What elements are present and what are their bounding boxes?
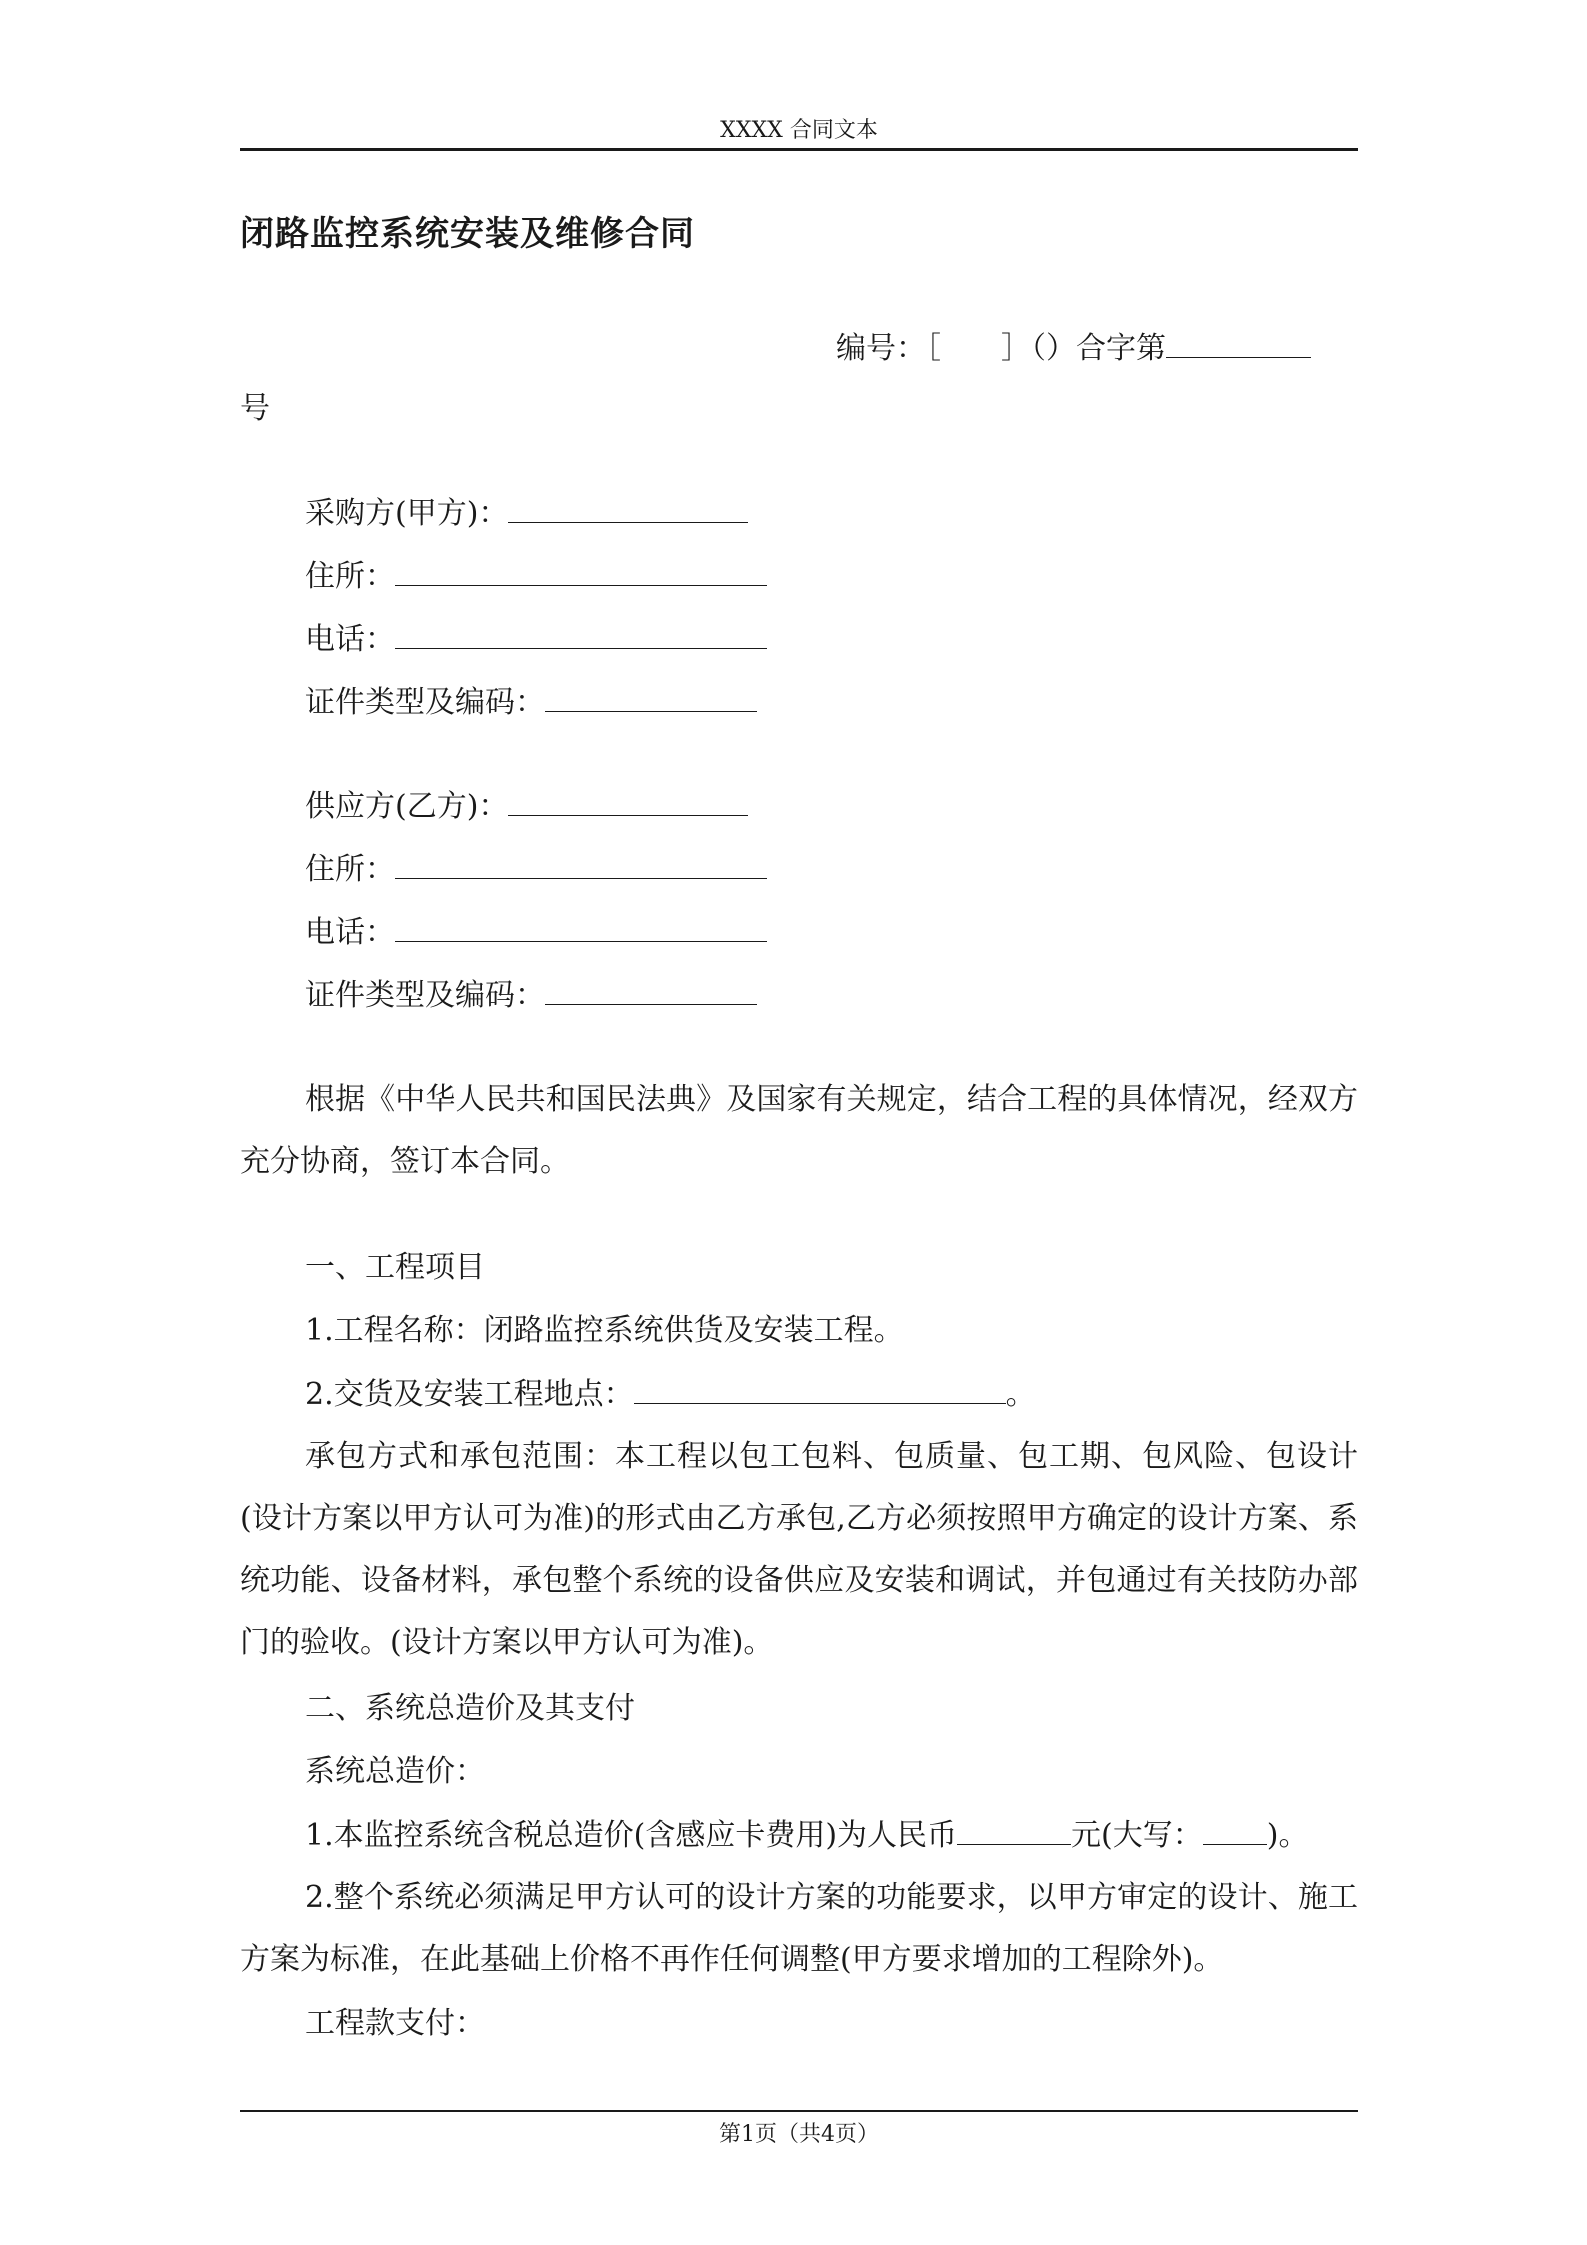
party-a-phone-blank xyxy=(395,608,767,649)
delivery-location-blank xyxy=(634,1363,1006,1404)
section2-item1-text-a: 1.本监控系统含税总造价(含感应卡费用)为人民币 xyxy=(305,1818,958,1853)
party-b-id-label: 证件类型及编码： xyxy=(305,978,545,1013)
party-b-name-blank xyxy=(508,775,748,816)
party-b-address-blank xyxy=(395,838,767,879)
party-b-phone-label: 电话： xyxy=(305,915,395,950)
party-b-name-row xyxy=(305,775,748,838)
party-b-id-blank xyxy=(545,964,757,1005)
section2-heading: 二、系统总造价及其支付 xyxy=(305,1691,635,1726)
page-footer: 第1页（共4页） xyxy=(719,2122,879,2147)
payment-heading: 工程款支付： xyxy=(305,2006,485,2041)
section1-item2-label: 2.交货及安装工程地点： xyxy=(305,1377,634,1412)
scope-paragraph: 承包方式和承包范围：本工程以包工包料、包质量、包工期、包风险、包设计(设计方案以甲方认可为准)的形式由乙方承包,乙方必须按照甲方确定的设计方案、系统功能、设备材料，承包整个系统的设备供应及安装和调试，并包通过有关技防办部门的验收。(设计方案以甲方认可为准)。 xyxy=(240,1439,1358,1660)
party-a-address-label: 住所： xyxy=(305,559,395,594)
contract-number-suffix: 号 xyxy=(240,391,270,426)
price-amount-blank xyxy=(957,1804,1071,1845)
party-a-id-row xyxy=(305,671,757,734)
party-b-phone-row xyxy=(305,901,767,964)
contract-number-blank xyxy=(1166,317,1311,358)
party-a-address-row xyxy=(305,545,767,608)
party-b-phone-blank xyxy=(395,901,767,942)
party-b-address-row xyxy=(305,838,767,901)
party-b-address-label: 住所： xyxy=(305,852,395,887)
contract-number-line xyxy=(836,317,1311,380)
party-a-id-blank xyxy=(545,671,757,712)
party-a-id-label: 证件类型及编码： xyxy=(305,685,545,720)
section2-subheading: 系统总造价： xyxy=(305,1754,485,1789)
party-b-name-label: 供应方(乙方)： xyxy=(305,789,509,824)
section2-item2: 2.整个系统必须满足甲方认可的设计方案的功能要求，以甲方审定的设计、施工方案为标准，在此基础上价格不再作任何调整(甲方要求增加的工程除外)。 xyxy=(240,1880,1358,1977)
party-a-name-blank xyxy=(508,482,748,523)
section1-item1: 1.工程名称：闭路监控系统供货及安装工程。 xyxy=(305,1313,904,1348)
party-a-address-blank xyxy=(395,545,767,586)
party-a-phone-label: 电话： xyxy=(305,622,395,657)
footer-rule xyxy=(240,2110,1358,2112)
header-rule xyxy=(240,148,1358,151)
section1-heading: 一、工程项目 xyxy=(305,1250,485,1285)
party-a-name-label: 采购方(甲方)： xyxy=(305,496,509,531)
party-b-id-row xyxy=(305,964,757,1027)
contract-number-label: 编号：［ ］（）合字第 xyxy=(836,331,1166,366)
section2-item1-row xyxy=(305,1804,1308,1867)
section1-item2-row xyxy=(305,1363,1036,1426)
document-title: 闭路监控系统安装及维修合同 xyxy=(240,214,695,254)
party-a-name-row xyxy=(305,482,748,545)
section2-item1-text-b: 元(大写： xyxy=(1071,1818,1203,1853)
page-header: XXXX 合同文本 xyxy=(720,118,878,143)
section1-item2-end: 。 xyxy=(1005,1377,1036,1412)
price-capital-blank xyxy=(1203,1804,1267,1845)
section2-item1-text-c: )。 xyxy=(1266,1818,1309,1853)
preamble-paragraph: 根据《中华人民共和国民法典》及国家有关规定，结合工程的具体情况，经双方充分协商，签订本合同。 xyxy=(240,1082,1358,1179)
party-a-phone-row xyxy=(305,608,767,671)
